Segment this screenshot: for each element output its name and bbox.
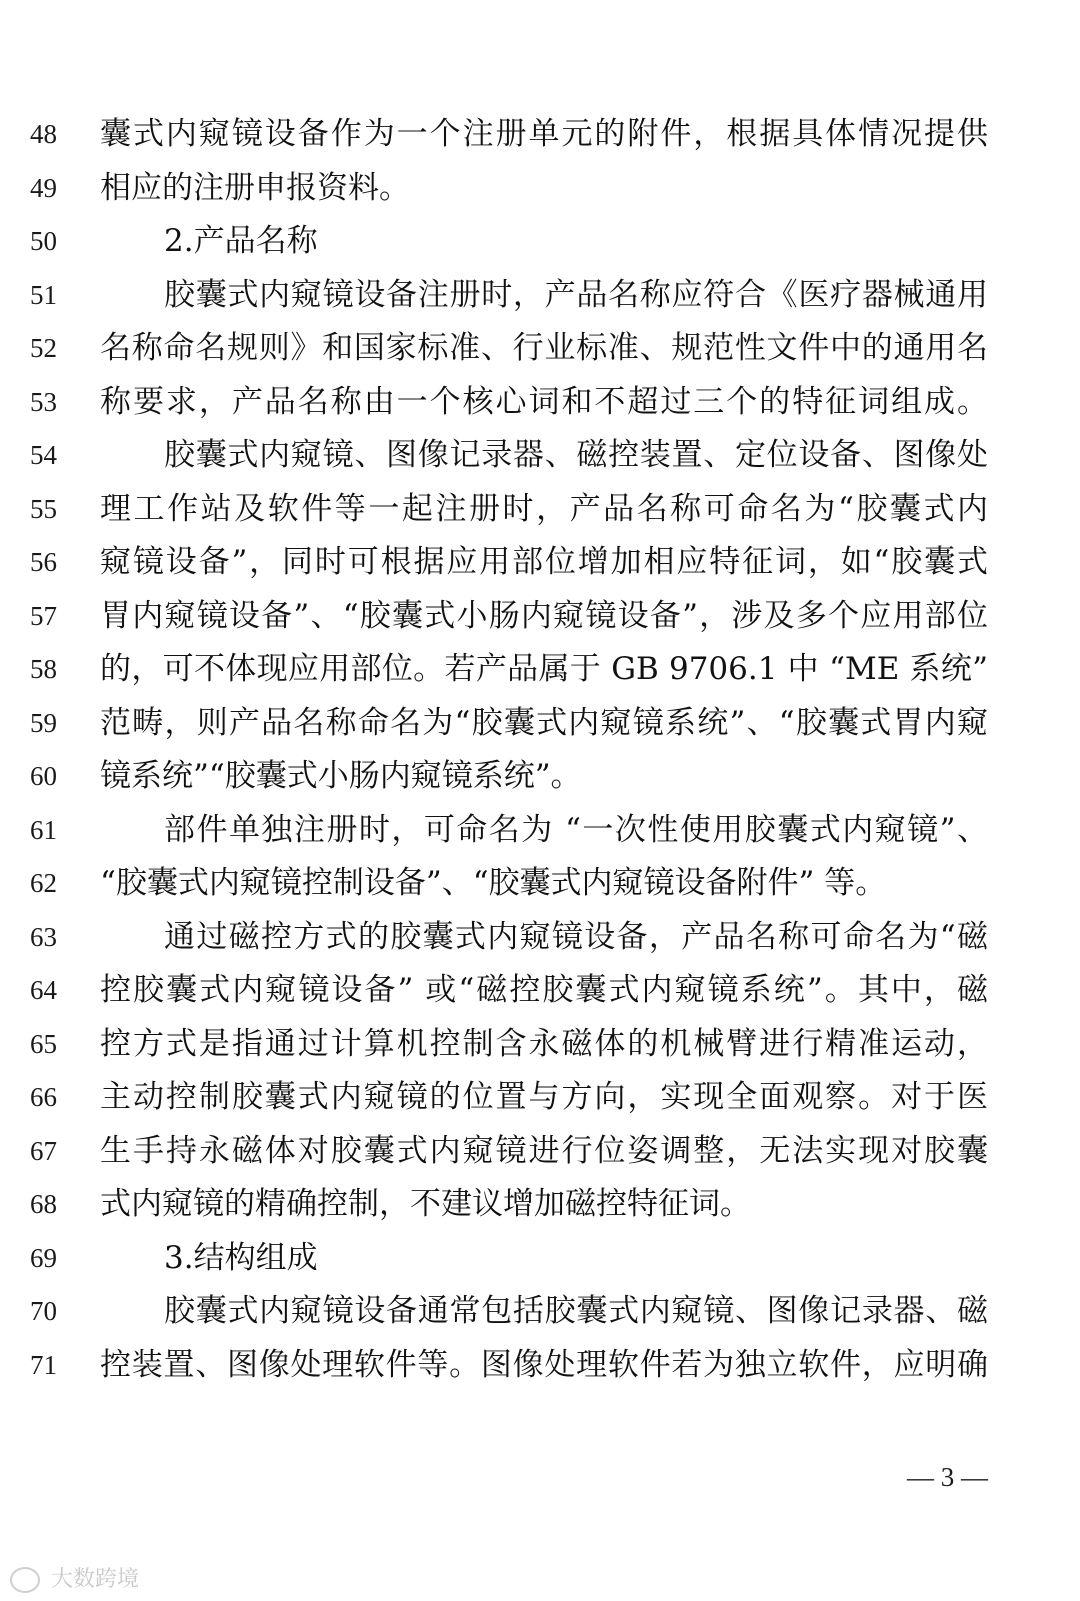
text-line-64 xyxy=(0,964,1080,1018)
text-line-70 xyxy=(0,1285,1080,1339)
line-numbered-text xyxy=(0,108,1080,1392)
line-text: 胶囊式内窥镜设备通常包括胶囊式内窥镜、图像记录器、磁 xyxy=(164,1293,988,1329)
line-text: 囊式内窥镜设备作为一个注册单元的附件，根据具体情况提供 xyxy=(100,116,988,152)
line-text: 生手持永磁体对胶囊式内窥镜进行位姿调整，无法实现对胶囊 xyxy=(100,1132,988,1169)
line-number: 63 xyxy=(30,921,57,952)
line-number: 52 xyxy=(30,333,57,363)
line-number: 67 xyxy=(30,1135,57,1166)
text-line-68 xyxy=(0,1178,1080,1232)
line-text: 胶囊式内窥镜设备注册时，产品名称应符合《医疗器械通用 xyxy=(164,276,988,313)
line-number: 48 xyxy=(30,119,57,149)
line-number: 65 xyxy=(30,1028,57,1059)
line-text: 镜系统”“胶囊式小肠内窥镜系统”。 xyxy=(100,758,582,794)
text-line-61 xyxy=(0,804,1080,858)
text-line-53 xyxy=(0,376,1080,430)
line-number: 66 xyxy=(30,1082,57,1112)
line-number: 59 xyxy=(30,707,57,738)
line-text: 控装置、图像处理软件等。图像处理软件若为独立软件，应明确 xyxy=(100,1346,988,1383)
line-number: 60 xyxy=(30,761,57,791)
line-text: 窥镜设备”，同时可根据应用部位增加相应特征词，如“胶囊式 xyxy=(100,544,988,580)
line-text: 部件单独注册时，可命名为 “一次性使用胶囊式内窥镜”、 xyxy=(164,811,988,848)
text-line-67 xyxy=(0,1125,1080,1179)
line-text: 控方式是指通过计算机控制含永磁体的机械臂进行精准运动， xyxy=(100,1025,988,1062)
watermark xyxy=(10,1562,139,1593)
line-number: 53 xyxy=(30,386,57,417)
text-line-66 xyxy=(0,1071,1080,1125)
text-line-51 xyxy=(0,269,1080,323)
line-number: 57 xyxy=(30,600,57,631)
text-line-54 xyxy=(0,429,1080,483)
text-line-59 xyxy=(0,697,1080,751)
line-number: 51 xyxy=(30,279,57,310)
text-line-52 xyxy=(0,322,1080,376)
line-number: 55 xyxy=(30,493,57,524)
line-text: 的，可不体现应用部位。若产品属于 GB 9706.1 中 “ME 系统” xyxy=(100,651,988,687)
text-line-58 xyxy=(0,643,1080,697)
line-text: 通过磁控方式的胶囊式内窥镜设备，产品名称可命名为“磁 xyxy=(164,918,988,955)
line-text: 相应的注册申报资料。 xyxy=(100,169,410,206)
line-number: 62 xyxy=(30,868,57,898)
line-text: “胶囊式内窥镜控制设备”、“胶囊式内窥镜设备附件” 等。 xyxy=(100,865,887,901)
line-number: 64 xyxy=(30,975,57,1005)
text-line-55 xyxy=(0,483,1080,537)
text-line-48 xyxy=(0,108,1080,162)
line-text: 式内窥镜的精确控制，不建议增加磁控特征词。 xyxy=(100,1186,751,1222)
text-line-49 xyxy=(0,162,1080,216)
line-text: 胃内窥镜设备”、“胶囊式小肠内窥镜设备”，涉及多个应用部位 xyxy=(100,597,988,634)
section-heading: 3.结构组成 xyxy=(164,1239,318,1276)
watermark-text: 大数跨境 xyxy=(51,1567,140,1592)
line-text: 理工作站及软件等一起注册时，产品名称可命名为“胶囊式内 xyxy=(100,490,988,527)
line-text: 主动控制胶囊式内窥镜的位置与方向，实现全面观察。对于医 xyxy=(100,1079,988,1115)
line-number: 54 xyxy=(30,440,57,470)
page-number: — 3 — xyxy=(907,1462,988,1492)
line-number: 70 xyxy=(30,1296,57,1326)
watermark-logo-icon xyxy=(10,1567,40,1593)
line-text: 胶囊式内窥镜、图像记录器、磁控装置、定位设备、图像处 xyxy=(164,437,988,473)
line-text: 范畴，则产品名称命名为“胶囊式内窥镜系统”、“胶囊式胃内窥 xyxy=(100,704,988,741)
line-number: 68 xyxy=(30,1189,57,1219)
text-line-69 xyxy=(0,1232,1080,1286)
text-line-50 xyxy=(0,215,1080,269)
line-text: 控胶囊式内窥镜设备” 或“磁控胶囊式内窥镜系统”。其中，磁 xyxy=(100,972,988,1008)
text-line-71 xyxy=(0,1339,1080,1393)
line-number: 71 xyxy=(30,1349,57,1380)
line-text: 称要求，产品名称由一个核心词和不超过三个的特征词组成。 xyxy=(100,383,988,420)
line-number: 50 xyxy=(30,226,57,256)
text-line-57 xyxy=(0,590,1080,644)
text-line-63 xyxy=(0,911,1080,965)
line-number: 61 xyxy=(30,814,57,845)
line-number: 49 xyxy=(30,172,57,203)
line-number: 69 xyxy=(30,1242,57,1273)
text-line-62 xyxy=(0,857,1080,911)
line-text: 名称命名规则》和国家标准、行业标准、规范性文件中的通用名 xyxy=(100,330,988,366)
text-line-60 xyxy=(0,750,1080,804)
line-number: 56 xyxy=(30,547,57,577)
section-heading: 2.产品名称 xyxy=(164,223,318,259)
text-line-65 xyxy=(0,1018,1080,1072)
line-number: 58 xyxy=(30,654,57,684)
text-line-56 xyxy=(0,536,1080,590)
